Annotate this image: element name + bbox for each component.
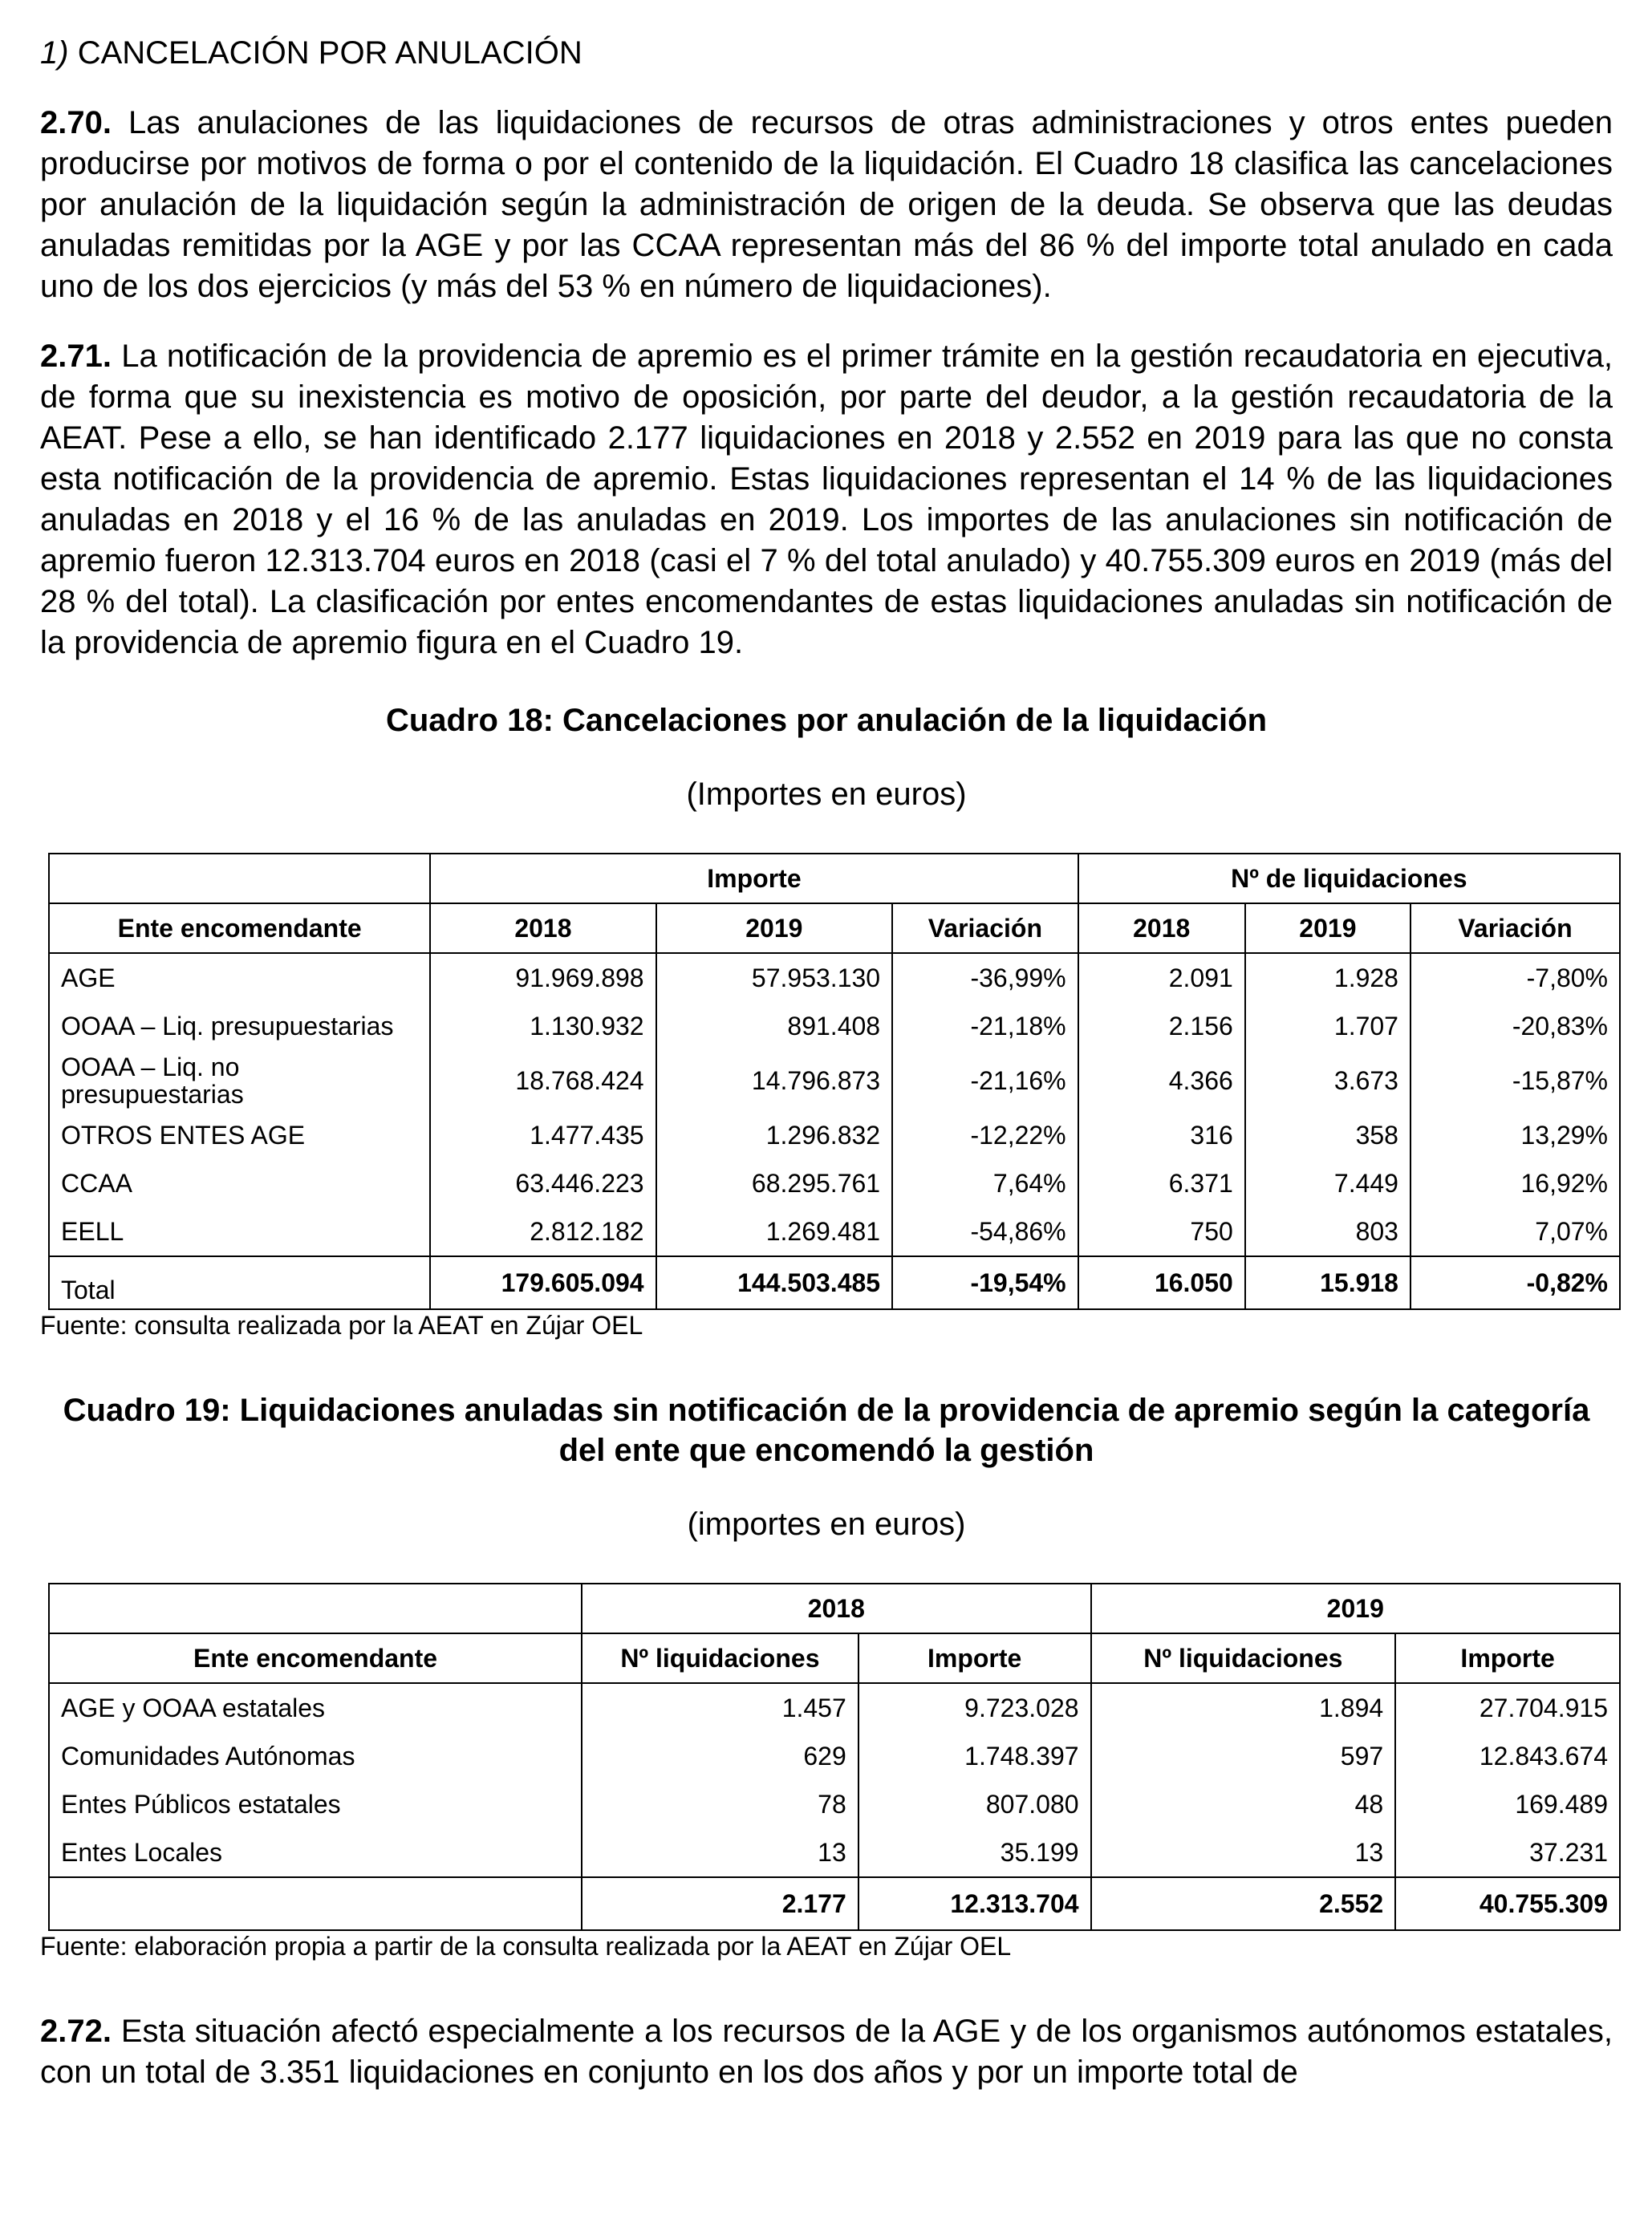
paragraph-2-71	[40, 336, 1613, 663]
cell-value: 1.894	[1091, 1683, 1396, 1732]
table-total-row	[49, 1877, 1620, 1930]
section-heading-number: 1)	[40, 35, 69, 71]
cell-value: 57.953.130	[656, 953, 893, 1002]
cell-value: 13	[1091, 1828, 1396, 1877]
table-row	[49, 1780, 1620, 1828]
row-label: Entes Locales	[49, 1828, 582, 1877]
cell-value: 179.605.094	[430, 1256, 656, 1309]
table-row	[49, 1002, 1620, 1050]
paragraph-text: Las anulaciones de las liquidaciones de recursos de otras administraciones y otros entes pueden producirse por motivos de forma o por el contenido de la liquidación. El Cuadro 18 clasifica las cancelaciones por anulación de la liquidación según la administración de origen de la deuda. Se observa que las deudas anuladas remitidas por la AGE y por las CCAA representan más del 86 % del importe total anulado en cada uno de los dos ejercicios (y más del 53 % en número de liquidaciones).	[40, 105, 1613, 304]
cell-value: -21,18%	[892, 1002, 1078, 1050]
cell-value: 1.707	[1245, 1002, 1410, 1050]
cell-value: 13,29%	[1410, 1111, 1620, 1159]
cell-value: 1.748.397	[858, 1732, 1091, 1780]
cell-value: -7,80%	[1410, 953, 1620, 1002]
section-heading-text: CANCELACIÓN POR ANULACIÓN	[77, 35, 582, 71]
table-row	[49, 1683, 1620, 1732]
cell-value: 597	[1091, 1732, 1396, 1780]
table-18-source: Fuente: consulta realizada por la AEAT en Zújar OEL	[40, 1311, 643, 1340]
cell-value: 1.130.932	[430, 1002, 656, 1050]
cell-value: -36,99%	[892, 953, 1078, 1002]
table-row	[49, 1111, 1620, 1159]
table-19-title: Cuadro 19: Liquidaciones anuladas sin notificación de la providencia de apremio según la categoría del ente que encomendó la gestión	[63, 1393, 1590, 1468]
cell-value: 1.296.832	[656, 1111, 893, 1159]
cell-value: 91.969.898	[430, 953, 656, 1002]
cell-value: 750	[1078, 1207, 1245, 1256]
cell-value: 1.928	[1245, 953, 1410, 1002]
header-col: 2019	[1245, 903, 1410, 953]
cell-value: 3.673	[1245, 1050, 1410, 1111]
header-empty	[49, 854, 430, 903]
cell-value: 40.755.309	[1395, 1877, 1620, 1930]
header-col: 2018	[1078, 903, 1245, 953]
cell-value: 7.449	[1245, 1159, 1410, 1207]
cell-value: 48	[1091, 1780, 1396, 1828]
cell-value: 169.489	[1395, 1780, 1620, 1828]
cell-value: 27.704.915	[1395, 1683, 1620, 1732]
cell-value: 1.269.481	[656, 1207, 893, 1256]
cell-value: 1.457	[582, 1683, 858, 1732]
cell-value: 63.446.223	[430, 1159, 656, 1207]
header-ente: Ente encomendante	[49, 1633, 582, 1683]
paragraph-2-72	[40, 2011, 1613, 2093]
row-label: EELL	[49, 1207, 430, 1256]
row-label: AGE y OOAA estatales	[49, 1683, 582, 1732]
table-row	[49, 953, 1620, 1002]
cell-value: 78	[582, 1780, 858, 1828]
row-label: OOAA – Liq. no presupuestarias	[49, 1050, 430, 1111]
paragraph-number: 2.70.	[40, 105, 112, 140]
header-col: 2018	[430, 903, 656, 953]
cell-value: 13	[582, 1828, 858, 1877]
table-total-row	[49, 1256, 1620, 1309]
table-18-subtitle: (Importes en euros)	[686, 777, 967, 812]
row-label	[49, 1877, 582, 1930]
cell-value: -12,22%	[892, 1111, 1078, 1159]
table-18	[48, 853, 1621, 1310]
paragraph-number: 2.71.	[40, 339, 112, 374]
cell-value: 9.723.028	[858, 1683, 1091, 1732]
cell-value: 16,92%	[1410, 1159, 1620, 1207]
row-label: Entes Públicos estatales	[49, 1780, 582, 1828]
cell-value: -15,87%	[1410, 1050, 1620, 1111]
row-label: OOAA – Liq. presupuestarias	[49, 1002, 430, 1050]
cell-value: 2.156	[1078, 1002, 1245, 1050]
cell-value: 2.552	[1091, 1877, 1396, 1930]
header-col: Nº liquidaciones	[1091, 1633, 1396, 1683]
cell-value: 2.812.182	[430, 1207, 656, 1256]
table-row	[49, 1159, 1620, 1207]
header-group-num-liquidaciones: Nº de liquidaciones	[1078, 854, 1620, 903]
table-row	[49, 1050, 1620, 1111]
row-label: Total	[49, 1256, 430, 1309]
paragraph-2-70	[40, 103, 1613, 307]
cell-value: 891.408	[656, 1002, 893, 1050]
cell-value: 14.796.873	[656, 1050, 893, 1111]
cell-value: 2.091	[1078, 953, 1245, 1002]
header-col: Importe	[858, 1633, 1091, 1683]
row-label: Comunidades Autónomas	[49, 1732, 582, 1780]
cell-value: 7,07%	[1410, 1207, 1620, 1256]
row-label: AGE	[49, 953, 430, 1002]
cell-value: 18.768.424	[430, 1050, 656, 1111]
header-col: Variación	[892, 903, 1078, 953]
cell-value: 1.477.435	[430, 1111, 656, 1159]
header-group-importe: Importe	[430, 854, 1078, 903]
cell-value: 807.080	[858, 1780, 1091, 1828]
header-col: Nº liquidaciones	[582, 1633, 858, 1683]
table-19	[48, 1583, 1621, 1931]
header-year-2019: 2019	[1091, 1584, 1620, 1633]
header-col: Variación	[1410, 903, 1620, 953]
row-label: OTROS ENTES AGE	[49, 1111, 430, 1159]
paragraph-number: 2.72.	[40, 2014, 112, 2049]
cell-value: 16.050	[1078, 1256, 1245, 1309]
header-empty	[49, 1584, 582, 1633]
cell-value: 37.231	[1395, 1828, 1620, 1877]
cell-value: -20,83%	[1410, 1002, 1620, 1050]
cell-value: 803	[1245, 1207, 1410, 1256]
cell-value: 12.843.674	[1395, 1732, 1620, 1780]
header-col: 2019	[656, 903, 893, 953]
table-row	[49, 1207, 1620, 1256]
table-19-source: Fuente: elaboración propia a partir de la consulta realizada por la AEAT en Zújar OEL	[40, 1932, 1012, 1961]
cell-value: -19,54%	[892, 1256, 1078, 1309]
cell-value: -21,16%	[892, 1050, 1078, 1111]
cell-value: 15.918	[1245, 1256, 1410, 1309]
cell-value: 358	[1245, 1111, 1410, 1159]
cell-value: 2.177	[582, 1877, 858, 1930]
header-year-2018: 2018	[582, 1584, 1091, 1633]
table-18-title: Cuadro 18: Cancelaciones por anulación de la liquidación	[385, 703, 1268, 738]
row-label: CCAA	[49, 1159, 430, 1207]
table-row	[49, 1732, 1620, 1780]
table-row	[49, 1828, 1620, 1877]
document-page	[40, 32, 1613, 2122]
cell-value: 35.199	[858, 1828, 1091, 1877]
cell-value: 6.371	[1078, 1159, 1245, 1207]
cell-value: 7,64%	[892, 1159, 1078, 1207]
cell-value: -54,86%	[892, 1207, 1078, 1256]
cell-value: 12.313.704	[858, 1877, 1091, 1930]
cell-value: 144.503.485	[656, 1256, 893, 1309]
cell-value: 68.295.761	[656, 1159, 893, 1207]
header-ente: Ente encomendante	[49, 903, 430, 953]
header-col: Importe	[1395, 1633, 1620, 1683]
table-19-subtitle: (importes en euros)	[687, 1507, 966, 1542]
cell-value: 316	[1078, 1111, 1245, 1159]
paragraph-text: La notificación de la providencia de apremio es el primer trámite en la gestión recaudatoria en ejecutiva, de forma que su inexistencia es motivo de oposición, por parte del deudor, a la gestión recaudatoria de la AEAT. Pese a ello, se han identificado 2.177 liquidaciones en 2018 y 2.552 en 2019 para las que no consta esta notificación de la providencia de apremio. Estas liquidaciones representan el 14 % de las liquidaciones anuladas en 2018 y el 16 % de las anuladas en 2019. Los importes de las anulaciones sin notificación de apremio fueron 12.313.704 euros en 2018 (casi el 7 % del total anulado) y 40.755.309 euros en 2019 (más del 28 % del total). La clasificación por entes encomendantes de estas liquidaciones anuladas sin notificación de la providencia de apremio figura en el Cuadro 19.	[40, 339, 1613, 660]
paragraph-text: Esta situación afectó especialmente a los recursos de la AGE y de los organismos autónomos estatales, con un total de 3.351 liquidaciones en conjunto en los dos años y por un importe total de	[40, 2014, 1613, 2090]
section-heading	[40, 32, 1613, 74]
cell-value: 629	[582, 1732, 858, 1780]
cell-value: 4.366	[1078, 1050, 1245, 1111]
cell-value: -0,82%	[1410, 1256, 1620, 1309]
